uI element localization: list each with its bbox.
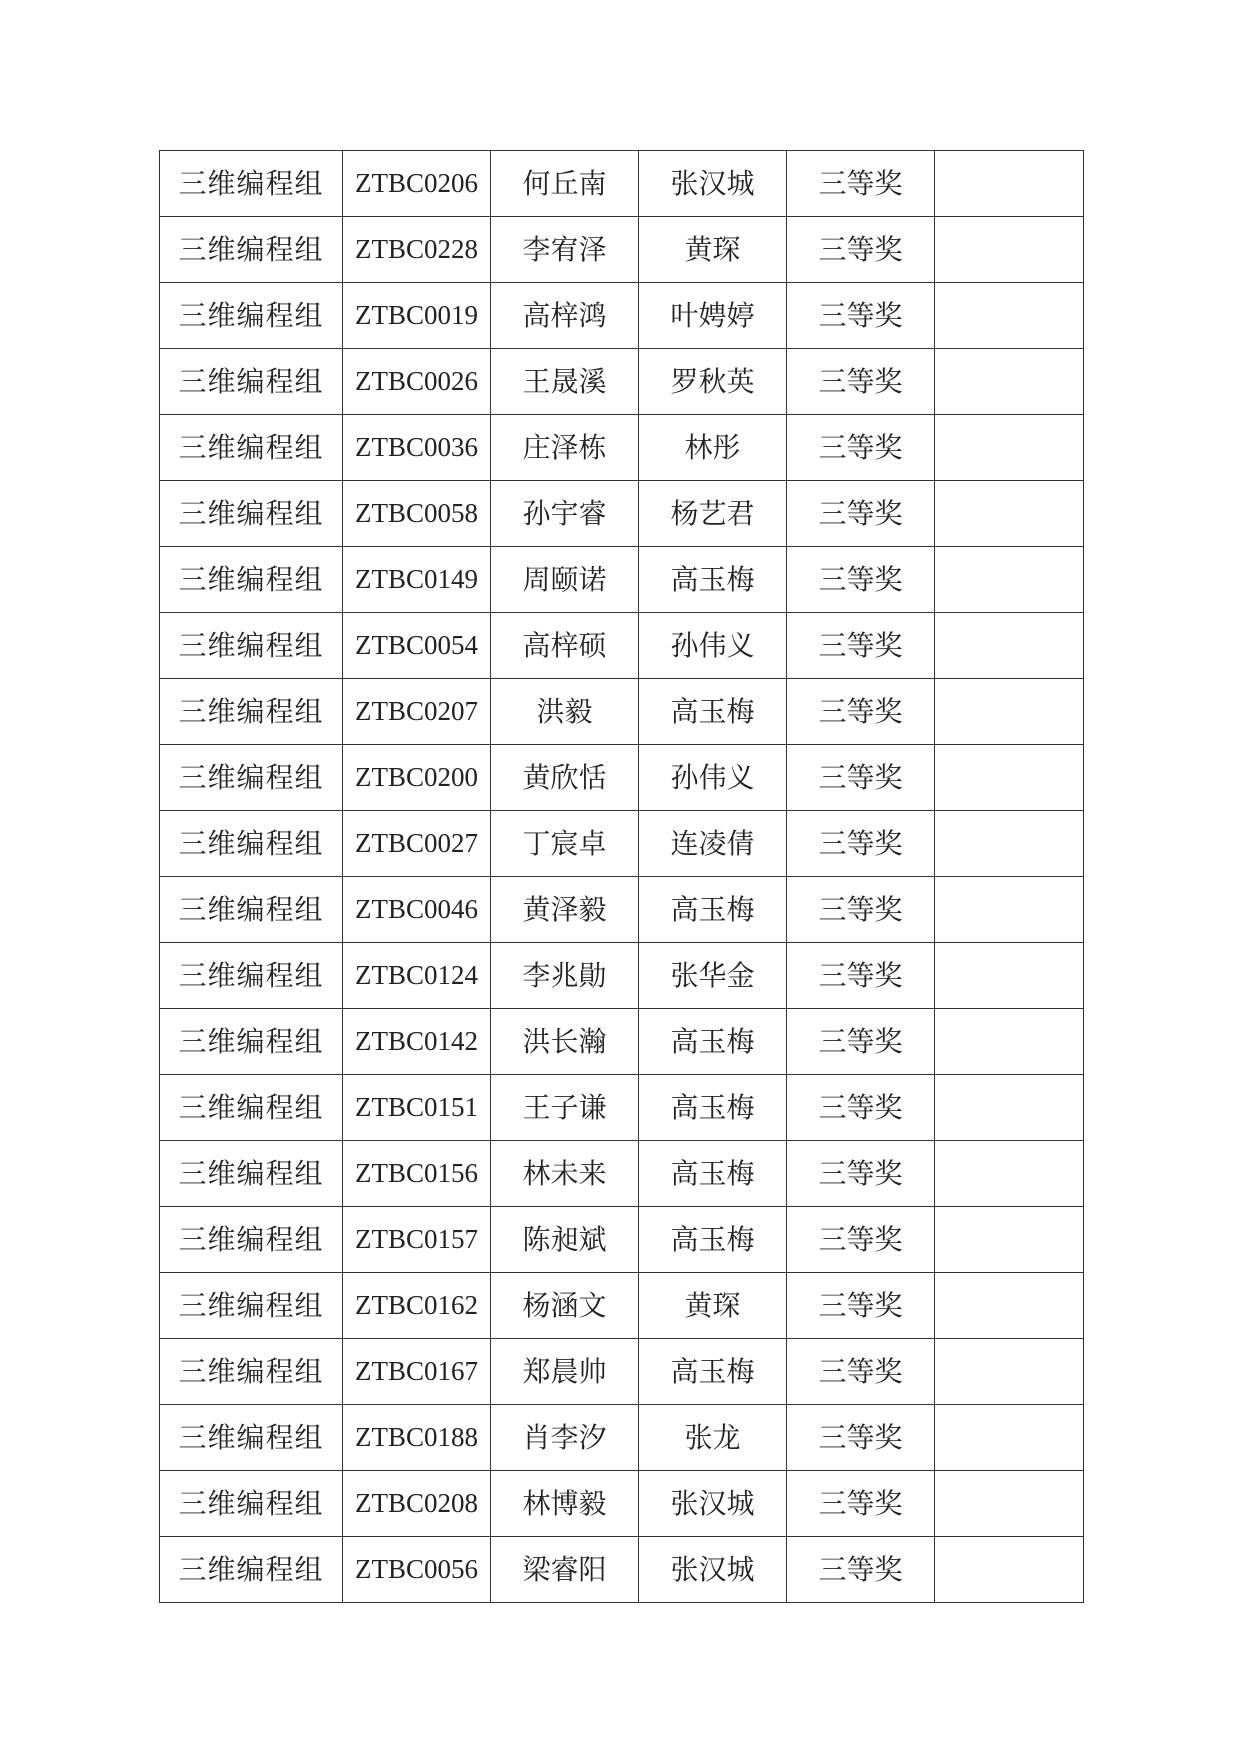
award-level-cell: 三等奖	[787, 1273, 935, 1339]
note-cell	[935, 811, 1084, 877]
student-name-cell: 林博毅	[491, 1471, 639, 1537]
entry-id-cell: ZTBC0056	[343, 1537, 491, 1603]
student-name-cell: 洪长瀚	[491, 1009, 639, 1075]
student-name-cell: 黄泽毅	[491, 877, 639, 943]
note-cell	[935, 1339, 1084, 1405]
table-row	[160, 811, 1084, 877]
student-name-cell: 丁宸卓	[491, 811, 639, 877]
award-level-cell: 三等奖	[787, 481, 935, 547]
entry-id-cell: ZTBC0046	[343, 877, 491, 943]
group-cell: 三维编程组	[160, 613, 343, 679]
entry-id-cell: ZTBC0142	[343, 1009, 491, 1075]
teacher-name-cell: 高玉梅	[639, 1207, 787, 1273]
group-cell: 三维编程组	[160, 1075, 343, 1141]
award-level-cell: 三等奖	[787, 349, 935, 415]
note-cell	[935, 1009, 1084, 1075]
teacher-name-cell: 张汉城	[639, 1537, 787, 1603]
entry-id-cell: ZTBC0151	[343, 1075, 491, 1141]
group-cell: 三维编程组	[160, 349, 343, 415]
entry-id-cell: ZTBC0208	[343, 1471, 491, 1537]
award-level-cell: 三等奖	[787, 547, 935, 613]
teacher-name-cell: 罗秋英	[639, 349, 787, 415]
table-row	[160, 745, 1084, 811]
student-name-cell: 郑晨帅	[491, 1339, 639, 1405]
note-cell	[935, 283, 1084, 349]
award-level-cell: 三等奖	[787, 811, 935, 877]
table-row	[160, 283, 1084, 349]
note-cell	[935, 1405, 1084, 1471]
group-cell: 三维编程组	[160, 1405, 343, 1471]
group-cell: 三维编程组	[160, 1471, 343, 1537]
teacher-name-cell: 连凌倩	[639, 811, 787, 877]
award-level-cell: 三等奖	[787, 877, 935, 943]
student-name-cell: 高梓硕	[491, 613, 639, 679]
student-name-cell: 庄泽栋	[491, 415, 639, 481]
table-row	[160, 151, 1084, 217]
group-cell: 三维编程组	[160, 1009, 343, 1075]
entry-id-cell: ZTBC0019	[343, 283, 491, 349]
award-level-cell: 三等奖	[787, 1537, 935, 1603]
note-cell	[935, 613, 1084, 679]
entry-id-cell: ZTBC0167	[343, 1339, 491, 1405]
student-name-cell: 何丘南	[491, 151, 639, 217]
entry-id-cell: ZTBC0026	[343, 349, 491, 415]
group-cell: 三维编程组	[160, 151, 343, 217]
entry-id-cell: ZTBC0149	[343, 547, 491, 613]
table-row	[160, 1141, 1084, 1207]
award-level-cell: 三等奖	[787, 151, 935, 217]
table-row	[160, 547, 1084, 613]
entry-id-cell: ZTBC0157	[343, 1207, 491, 1273]
entry-id-cell: ZTBC0124	[343, 943, 491, 1009]
group-cell: 三维编程组	[160, 679, 343, 745]
student-name-cell: 肖李汐	[491, 1405, 639, 1471]
note-cell	[935, 1207, 1084, 1273]
award-level-cell: 三等奖	[787, 415, 935, 481]
award-level-cell: 三等奖	[787, 1075, 935, 1141]
group-cell: 三维编程组	[160, 415, 343, 481]
table-row	[160, 1405, 1084, 1471]
award-level-cell: 三等奖	[787, 943, 935, 1009]
note-cell	[935, 943, 1084, 1009]
entry-id-cell: ZTBC0228	[343, 217, 491, 283]
group-cell: 三维编程组	[160, 283, 343, 349]
table-row	[160, 1207, 1084, 1273]
award-level-cell: 三等奖	[787, 217, 935, 283]
note-cell	[935, 217, 1084, 283]
group-cell: 三维编程组	[160, 943, 343, 1009]
table-row	[160, 1273, 1084, 1339]
award-level-cell: 三等奖	[787, 1339, 935, 1405]
award-level-cell: 三等奖	[787, 1207, 935, 1273]
note-cell	[935, 679, 1084, 745]
student-name-cell: 周颐诺	[491, 547, 639, 613]
table-row	[160, 943, 1084, 1009]
entry-id-cell: ZTBC0206	[343, 151, 491, 217]
award-level-cell: 三等奖	[787, 283, 935, 349]
award-level-cell: 三等奖	[787, 745, 935, 811]
table-row	[160, 349, 1084, 415]
award-table-body	[160, 151, 1084, 1603]
entry-id-cell: ZTBC0027	[343, 811, 491, 877]
entry-id-cell: ZTBC0054	[343, 613, 491, 679]
student-name-cell: 林未来	[491, 1141, 639, 1207]
entry-id-cell: ZTBC0156	[343, 1141, 491, 1207]
table-row	[160, 217, 1084, 283]
note-cell	[935, 481, 1084, 547]
teacher-name-cell: 张龙	[639, 1405, 787, 1471]
group-cell: 三维编程组	[160, 547, 343, 613]
teacher-name-cell: 黄琛	[639, 217, 787, 283]
teacher-name-cell: 高玉梅	[639, 1075, 787, 1141]
note-cell	[935, 1141, 1084, 1207]
teacher-name-cell: 高玉梅	[639, 547, 787, 613]
table-row	[160, 1009, 1084, 1075]
student-name-cell: 孙宇睿	[491, 481, 639, 547]
teacher-name-cell: 孙伟义	[639, 745, 787, 811]
note-cell	[935, 349, 1084, 415]
note-cell	[935, 151, 1084, 217]
table-row	[160, 415, 1084, 481]
award-level-cell: 三等奖	[787, 613, 935, 679]
note-cell	[935, 415, 1084, 481]
teacher-name-cell: 张汉城	[639, 151, 787, 217]
entry-id-cell: ZTBC0058	[343, 481, 491, 547]
teacher-name-cell: 张华金	[639, 943, 787, 1009]
table-row	[160, 1339, 1084, 1405]
student-name-cell: 黄欣恬	[491, 745, 639, 811]
group-cell: 三维编程组	[160, 1339, 343, 1405]
group-cell: 三维编程组	[160, 1537, 343, 1603]
group-cell: 三维编程组	[160, 877, 343, 943]
teacher-name-cell: 高玉梅	[639, 1339, 787, 1405]
student-name-cell: 李宥泽	[491, 217, 639, 283]
group-cell: 三维编程组	[160, 481, 343, 547]
group-cell: 三维编程组	[160, 217, 343, 283]
award-table	[159, 150, 1084, 1603]
teacher-name-cell: 高玉梅	[639, 679, 787, 745]
note-cell	[935, 1273, 1084, 1339]
group-cell: 三维编程组	[160, 811, 343, 877]
note-cell	[935, 877, 1084, 943]
student-name-cell: 杨涵文	[491, 1273, 639, 1339]
teacher-name-cell: 黄琛	[639, 1273, 787, 1339]
note-cell	[935, 745, 1084, 811]
group-cell: 三维编程组	[160, 745, 343, 811]
note-cell	[935, 1537, 1084, 1603]
student-name-cell: 王子谦	[491, 1075, 639, 1141]
entry-id-cell: ZTBC0207	[343, 679, 491, 745]
teacher-name-cell: 高玉梅	[639, 1141, 787, 1207]
teacher-name-cell: 孙伟义	[639, 613, 787, 679]
award-level-cell: 三等奖	[787, 1471, 935, 1537]
student-name-cell: 高梓鸿	[491, 283, 639, 349]
teacher-name-cell: 高玉梅	[639, 877, 787, 943]
entry-id-cell: ZTBC0036	[343, 415, 491, 481]
teacher-name-cell: 叶娉婷	[639, 283, 787, 349]
teacher-name-cell: 林彤	[639, 415, 787, 481]
group-cell: 三维编程组	[160, 1207, 343, 1273]
table-row	[160, 679, 1084, 745]
note-cell	[935, 1075, 1084, 1141]
student-name-cell: 梁睿阳	[491, 1537, 639, 1603]
student-name-cell: 李兆勛	[491, 943, 639, 1009]
group-cell: 三维编程组	[160, 1141, 343, 1207]
student-name-cell: 洪毅	[491, 679, 639, 745]
award-level-cell: 三等奖	[787, 1141, 935, 1207]
entry-id-cell: ZTBC0188	[343, 1405, 491, 1471]
student-name-cell: 陈昶斌	[491, 1207, 639, 1273]
table-row	[160, 877, 1084, 943]
note-cell	[935, 1471, 1084, 1537]
teacher-name-cell: 杨艺君	[639, 481, 787, 547]
table-row	[160, 1471, 1084, 1537]
table-row	[160, 613, 1084, 679]
table-row	[160, 1075, 1084, 1141]
entry-id-cell: ZTBC0162	[343, 1273, 491, 1339]
award-level-cell: 三等奖	[787, 1009, 935, 1075]
teacher-name-cell: 张汉城	[639, 1471, 787, 1537]
teacher-name-cell: 高玉梅	[639, 1009, 787, 1075]
note-cell	[935, 547, 1084, 613]
entry-id-cell: ZTBC0200	[343, 745, 491, 811]
table-row	[160, 481, 1084, 547]
award-level-cell: 三等奖	[787, 679, 935, 745]
table-row	[160, 1537, 1084, 1603]
student-name-cell: 王晟溪	[491, 349, 639, 415]
group-cell: 三维编程组	[160, 1273, 343, 1339]
award-level-cell: 三等奖	[787, 1405, 935, 1471]
